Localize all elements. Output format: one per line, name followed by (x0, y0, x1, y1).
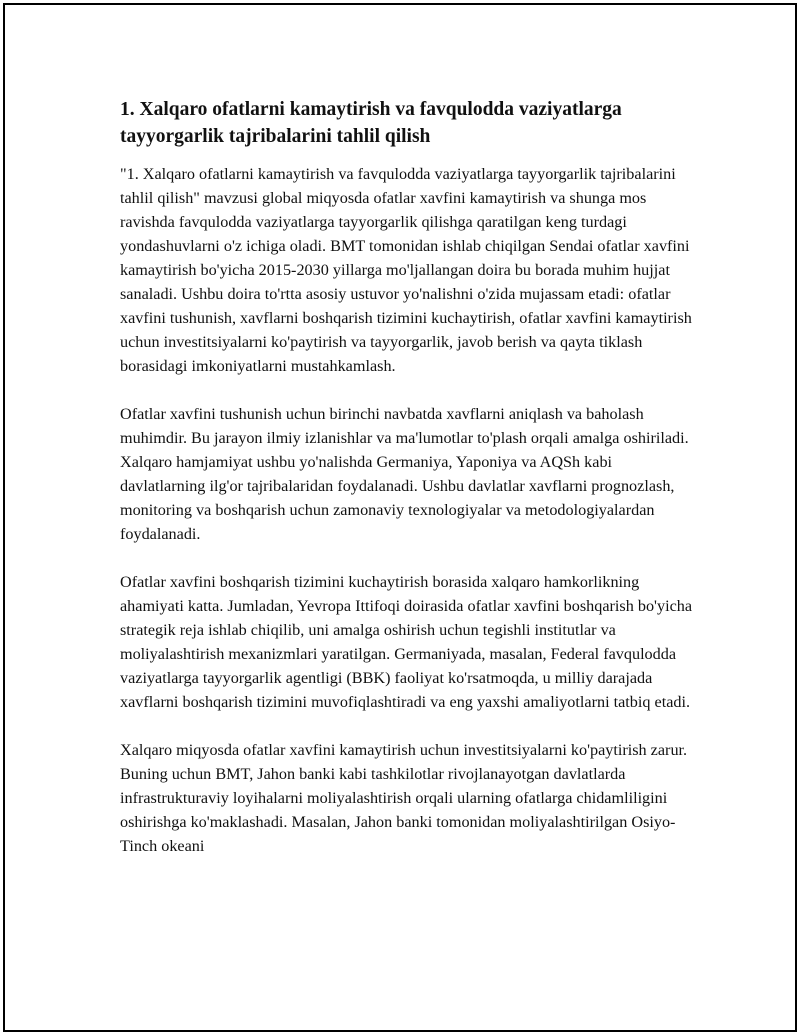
paragraph-2: Ofatlar xavfini tushunish uchun birinchi navbatda xavflarni aniqlash va baholash muhimdir. Bu jarayon ilmiy izlanishlar va ma'lumotlar to'plash orqali amalga oshiriladi. Xalqaro hamjamiyat ushbu yo'nalishda Germaniya, Yaponiya va AQSh kabi davlatlarning ilg'or tajribalaridan foydalanadi. Ushbu davlatlar xavflarni prognozlash, monitoring va boshqarish uchun zamonaviy texnologiyalar va metodologiyalardan foydalanadi. (120, 405, 689, 543)
document-title: 1. Xalqaro ofatlarni kamaytirish va favqulodda vaziyatlarga tayyorgarlik tajribalarini tahlil qilish (120, 99, 622, 147)
paragraph-4: Xalqaro miqyosda ofatlar xavfini kamaytirish uchun investitsiyalarni ko'paytirish zarur. Buning uchun BMT, Jahon banki kabi tashkilotlar rivojlanayotgan davlatlarda infrastrukturaviy loyihalarni moliyalashtirish orqali ularning ofatlarga chidamliligini oshirishga ko'maklashadi. Masalan, Jahon banki tomonidan moliyalashtirilgan Osiyo-Tinch okeani (120, 741, 688, 855)
page-frame (3, 3, 797, 1032)
paragraph-1: "1. Xalqaro ofatlarni kamaytirish va favqulodda vaziyatlarga tayyorgarlik tajribalarini tahlil qilish" mavzusi global miqyosda ofatlar xavfini kamaytirish va shunga mos ravishda favqulodda vaziyatlarga tayyorgarlik qilishga qaratilgan keng turdagi yondashuvlarni o'z ichiga oladi. BMT tomonidan ishlab chiqilgan Sendai ofatlar xavfini kamaytirish bo'yicha 2015-2030 yillarga mo'ljallangan doira bu borada muhim hujjat sanaladi. Ushbu doira to'rtta asosiy ustuvor yo'nalishni o'zida mujassam etadi: ofatlar xavfini tushunish, xavflarni boshqarish tizimini kuchaytirish, ofatlar xavfini kamaytirish uchun investitsiyalarni ko'paytirish va tayyorgarlik, javob berish va qayta tiklash borasidagi imkoniyatlarni mustahkamlash. (120, 165, 692, 375)
document-body (120, 96, 695, 882)
paragraph-3: Ofatlar xavfini boshqarish tizimini kuchaytirish borasida xalqaro hamkorlikning ahamiyati katta. Jumladan, Yevropa Ittifoqi doirasida ofatlar xavfini boshqarish bo'yicha strategik reja ishlab chiqilib, uni amalga oshirish uchun tegishli institutlar va moliyalashtirish mexanizmlari yaratilgan. Germaniyada, masalan, Federal favqulodda vaziyatlarga tayyorgarlik agentligi (BBK) faoliyat ko'rsatmoqda, u milliy darajada xavflarni boshqarish tizimini muvofiqlashtiradi va eng yaxshi amaliyotlarni tatbiq etadi. (120, 573, 693, 711)
